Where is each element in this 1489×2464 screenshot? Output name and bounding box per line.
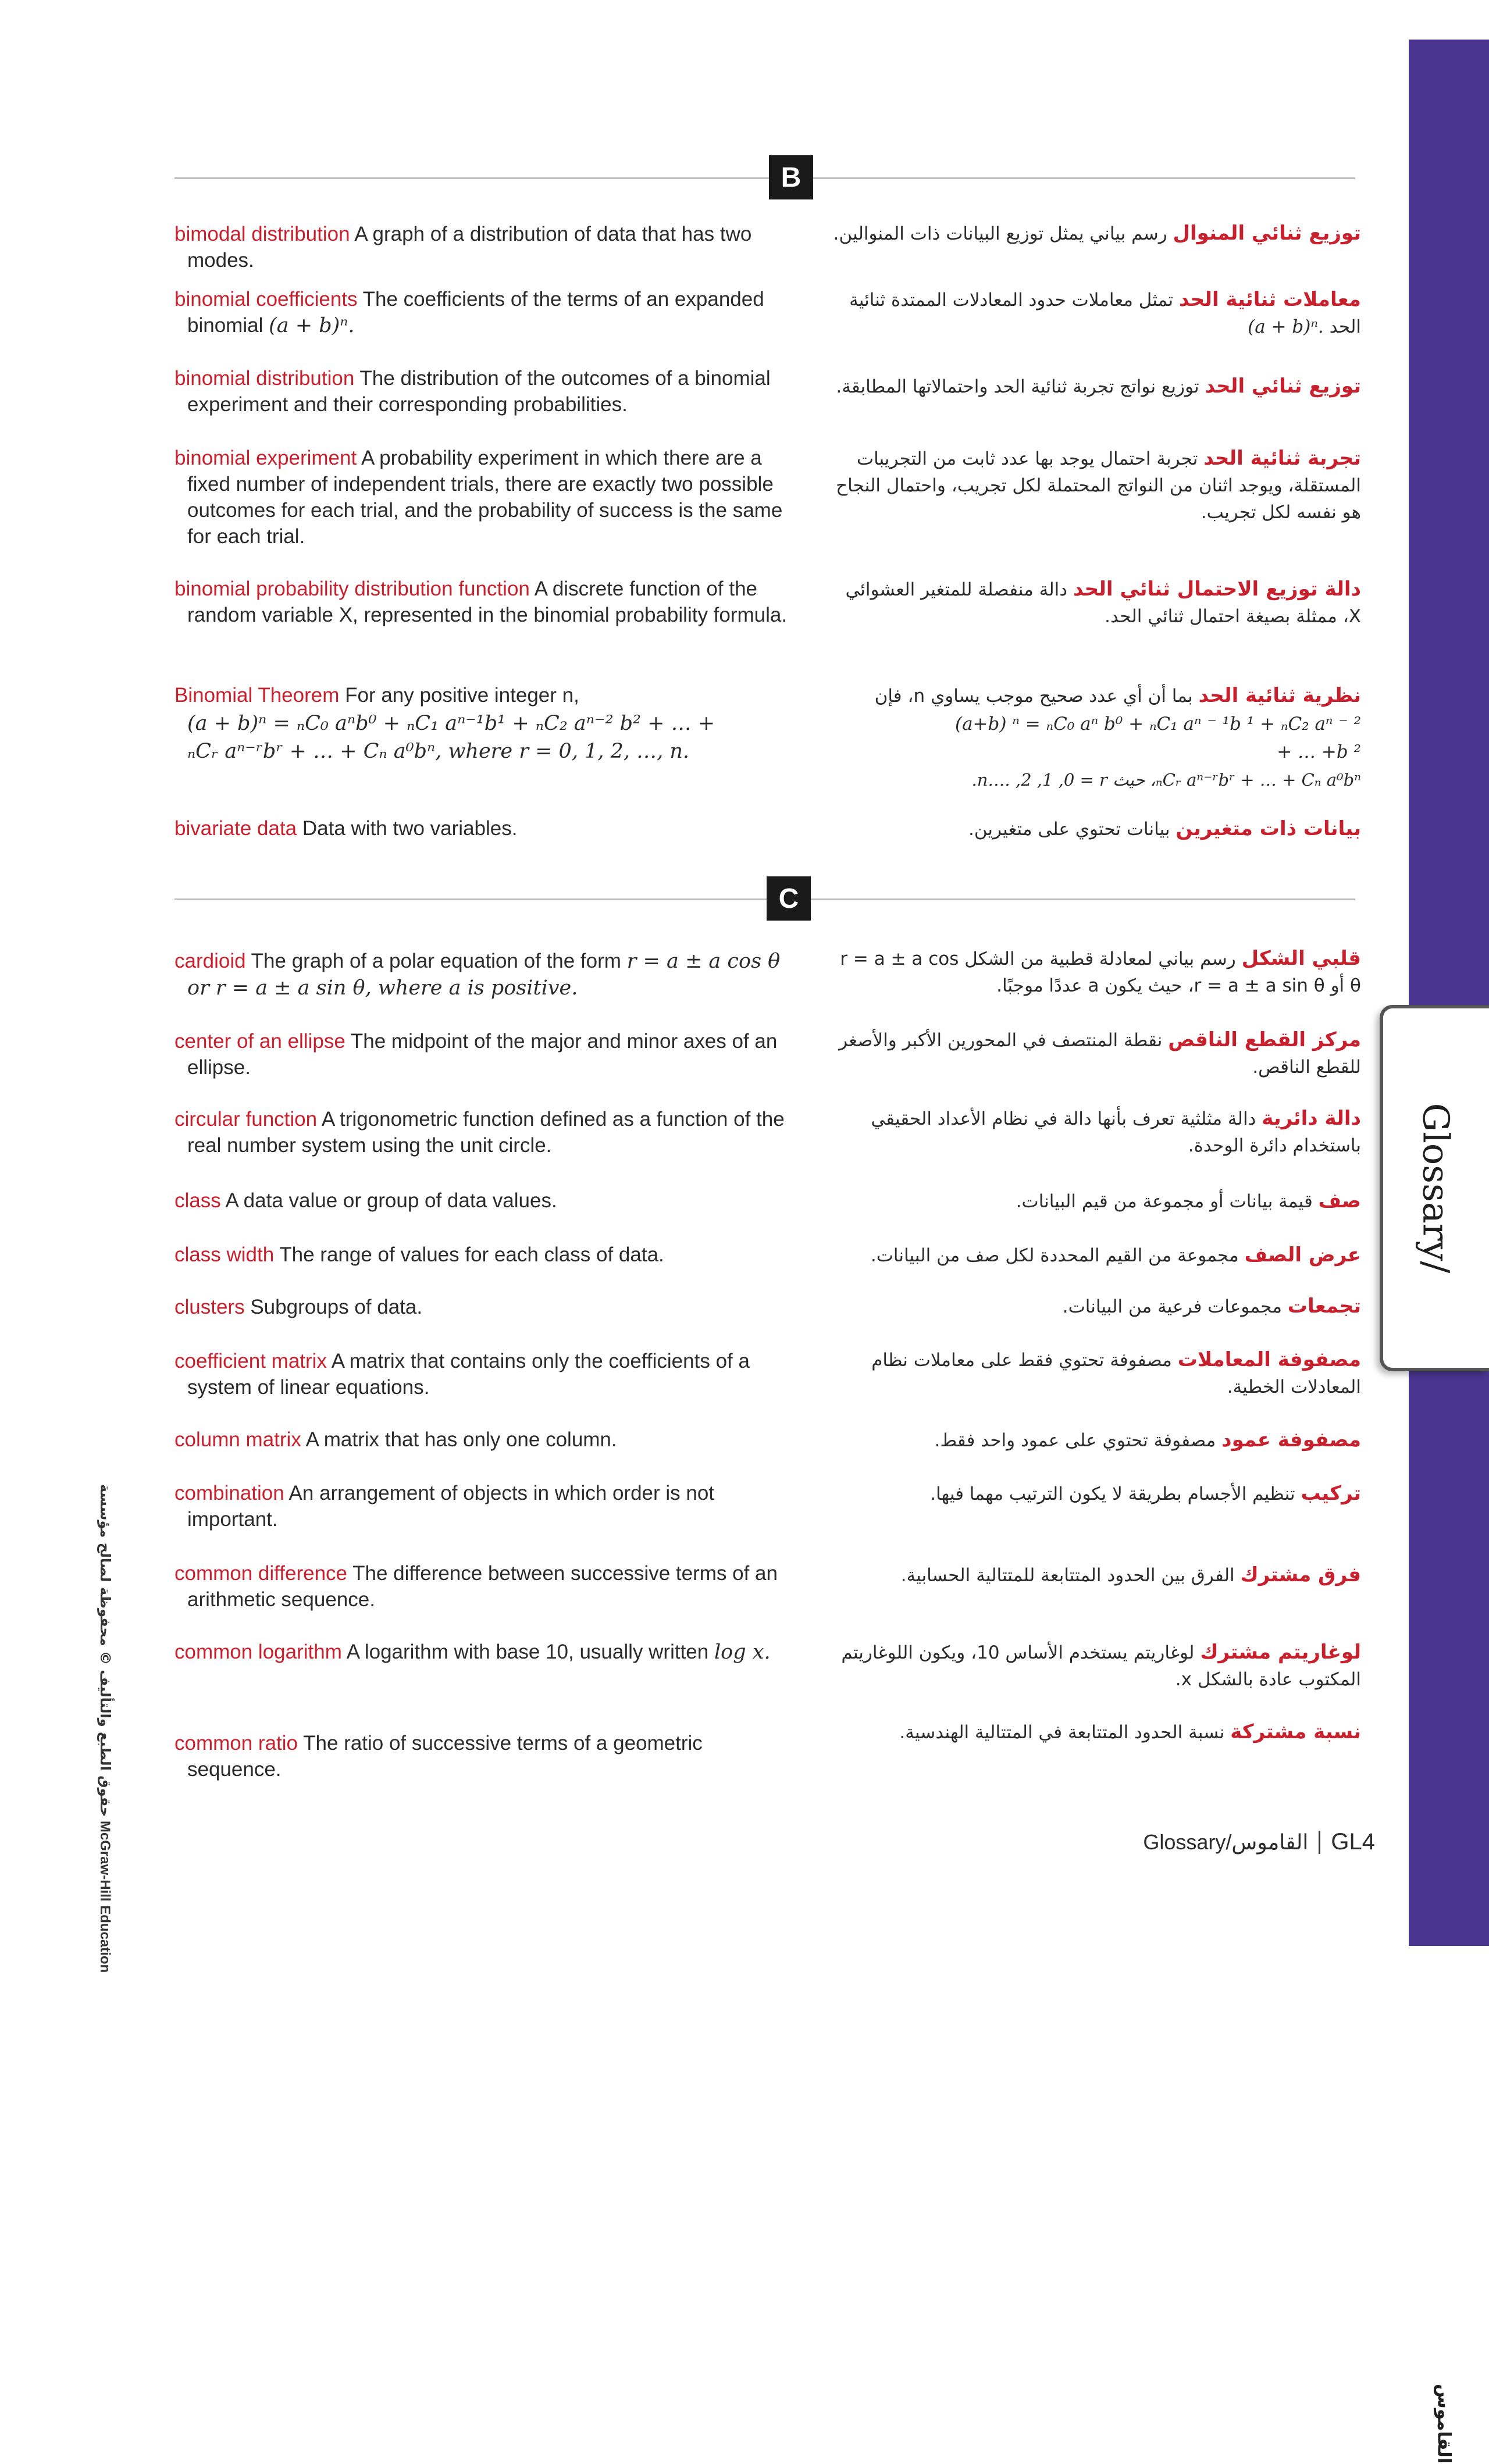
- entry-ar-coefficient-matrix: مصفوفة المعاملات مصفوفة تحتوي فقط على معاملات نظام المعادلات الخطية.: [871, 1348, 1361, 1397]
- entry-en-cardioid: cardioid The graph of a polar equation of the form r = a ± a cos θ or r = a ± a sin θ, where a is positive.: [174, 950, 781, 1000]
- entry-en-combination: combination An arrangement of objects in which order is not important.: [174, 1482, 715, 1531]
- glossary-tab-label: Glossary/ القاموس: [1415, 1103, 1458, 2464]
- entry-en-bivariate-data: bivariate data Data with two variables.: [174, 817, 518, 840]
- copyright-credit: حقوق الطبع والتأليف © محفوظة لصالح مؤسسة McGraw-Hill Education: [97, 1484, 113, 1973]
- entry-ar-clusters: تجمعات مجموعات فرعية من البيانات.: [1062, 1295, 1361, 1318]
- entry-en-center-ellipse: center of an ellipse The midpoint of the major and minor axes of an ellipse.: [174, 1030, 778, 1079]
- side-color-bar: [1409, 40, 1489, 2464]
- entry-en-common-logarithm: common logarithm A logarithm with base 10, usually written log x.: [174, 1641, 771, 1664]
- section-c-divider: [174, 898, 1355, 900]
- entry-ar-binomial-theorem: نظرية ثنائية الحد بما أن أي عدد صحيح موجب يساوي n، فإن (a+b) ⁿ = ₙC₀ aⁿ b⁰ + ₙC₁ aⁿ ⁻ ¹b ¹ + ₙC₂ aⁿ ⁻ ² + … +b ² ₙCᵣ aⁿ⁻ʳbʳ + … + Cₙ a⁰bⁿ، حيث n…. ,2 ,1 ,0 = r.: [874, 684, 1361, 790]
- entry-ar-binomial-pdf: دالة توزيع الاحتمال ثنائي الحد دالة منفصلة للمتغير العشوائي X، ممثلة بصيغة احتمال ثنائي الحد.: [845, 577, 1361, 627]
- entry-en-circular-function: circular function A trigonometric function defined as a function of the real number system using the unit circle.: [174, 1108, 785, 1157]
- entry-ar-binomial-distribution: توزيع ثنائي الحد توزيع نواتج تجربة ثنائية الحد واحتمالاتها المطابقة.: [836, 375, 1361, 398]
- entry-en-column-matrix: column matrix A matrix that has only one column.: [174, 1428, 617, 1451]
- section-b-letter: B: [769, 155, 813, 199]
- footer-divider: [1319, 1831, 1320, 1854]
- page-number: GL4: [1331, 1829, 1375, 1855]
- entry-ar-class-width: عرض الصف مجموعة من القيم المحددة لكل صف من البيانات.: [870, 1243, 1361, 1267]
- entry-en-binomial-distribution: binomial distribution The distribution of the outcomes of a binomial experiment and their corresponding probabilities.: [174, 367, 771, 416]
- entry-en-bimodal: bimodal distribution A graph of a distribution of data that has two modes.: [174, 223, 752, 272]
- section-c-letter: C: [767, 876, 811, 921]
- entry-ar-binomial-coefficients: معاملات ثنائية الحد تمثل معاملات حدود المعادلات الممتدة ثنائية الحد (a + b)ⁿ.: [849, 288, 1361, 337]
- entry-ar-bimodal: توزيع ثنائي المنوال رسم بياني يمثل توزيع البيانات ذات المنوالين.: [833, 222, 1361, 245]
- entry-en-class-width: class width The range of values for each class of data.: [174, 1243, 664, 1266]
- entry-en-binomial-experiment: binomial experiment A probability experiment in which there are a fixed number of independent trials, there are exactly two possible outcomes for each trial, and the probability of success is the same for each trial.: [174, 447, 783, 548]
- entry-ar-circular-function: دالة دائرية دالة مثلثية تعرف بأنها دالة في نظام الأعداد الحقيقي باستخدام دائرة الوحدة.: [871, 1107, 1361, 1156]
- entry-en-class: class A data value or group of data values.: [174, 1189, 557, 1212]
- entry-ar-bivariate-data: بيانات ذات متغيرين بيانات تحتوي على متغيرين.: [968, 817, 1361, 840]
- entry-en-common-ratio: common ratio The ratio of successive terms of a geometric sequence.: [174, 1732, 703, 1781]
- entry-en-binomial-theorem: Binomial Theorem For any positive integer n, (a + b)ⁿ = ₙC₀ aⁿb⁰ + ₙC₁ aⁿ⁻¹b¹ + ₙC₂ aⁿ⁻² b² + … + ₙCᵣ aⁿ⁻ʳbʳ + … + Cₙ a⁰bⁿ, where r = 0, 1, 2, …, n.: [174, 684, 715, 763]
- section-b-divider: [174, 177, 1355, 179]
- entry-en-binomial-coefficients: binomial coefficients The coefficients of the terms of an expanded binomial (a + b)ⁿ.: [174, 288, 764, 337]
- page-footer: [1143, 1829, 1375, 1855]
- entry-ar-binomial-experiment: تجربة ثنائية الحد تجربة احتمال يوجد بها عدد ثابت من التجريبات المستقلة، ويوجد اثنان من النواتج المحتملة لكل تجريب، واحتمال النجاح هو نفسه لكل تجريب.: [836, 447, 1361, 523]
- entry-ar-center-ellipse: مركز القطع الناقص نقطة المنتصف في المحورين الأكبر والأصغر للقطع الناقص.: [839, 1028, 1361, 1078]
- entry-ar-common-difference: فرق مشترك الفرق بين الحدود المتتابعة للمتتالية الحسابية.: [900, 1563, 1361, 1586]
- entry-ar-class: صف قيمة بيانات أو مجموعة من قيم البيانات.: [1016, 1189, 1361, 1213]
- entry-ar-common-ratio: نسبة مشتركة نسبة الحدود المتتابعة في المتتالية الهندسية.: [899, 1720, 1361, 1743]
- entry-en-binomial-pdf: binomial probability distribution function A discrete function of the random variable X, represented in the binomial probability formula.: [174, 577, 788, 626]
- entry-en-common-difference: common difference The difference between successive terms of an arithmetic sequence.: [174, 1562, 778, 1611]
- entry-ar-cardioid: قلبي الشكل رسم بياني لمعادلة قطبية من الشكل r = a ± a cos θ أو r = a ± a sin θ، حيث يكون a عددًا موجبًا.: [840, 947, 1361, 996]
- glossary-tab[interactable]: [1380, 1005, 1489, 2464]
- entry-en-clusters: clusters Subgroups of data.: [174, 1296, 423, 1318]
- footer-label: Glossary/القاموس: [1143, 1830, 1309, 1854]
- entry-ar-common-logarithm: لوغاريتم مشترك لوغاريتم يستخدم الأساس 10، ويكون اللوغاريتم المكتوب عادة بالشكل x.: [841, 1641, 1361, 1690]
- entry-ar-column-matrix: مصفوفة عمود مصفوفة تحتوي على عمود واحد فقط.: [934, 1428, 1361, 1452]
- entry-ar-combination: تركيب تنظيم الأجسام بطريقة لا يكون الترتيب مهما فيها.: [930, 1482, 1361, 1505]
- entry-en-coefficient-matrix: coefficient matrix A matrix that contains only the coefficients of a system of linear equations.: [174, 1350, 750, 1399]
